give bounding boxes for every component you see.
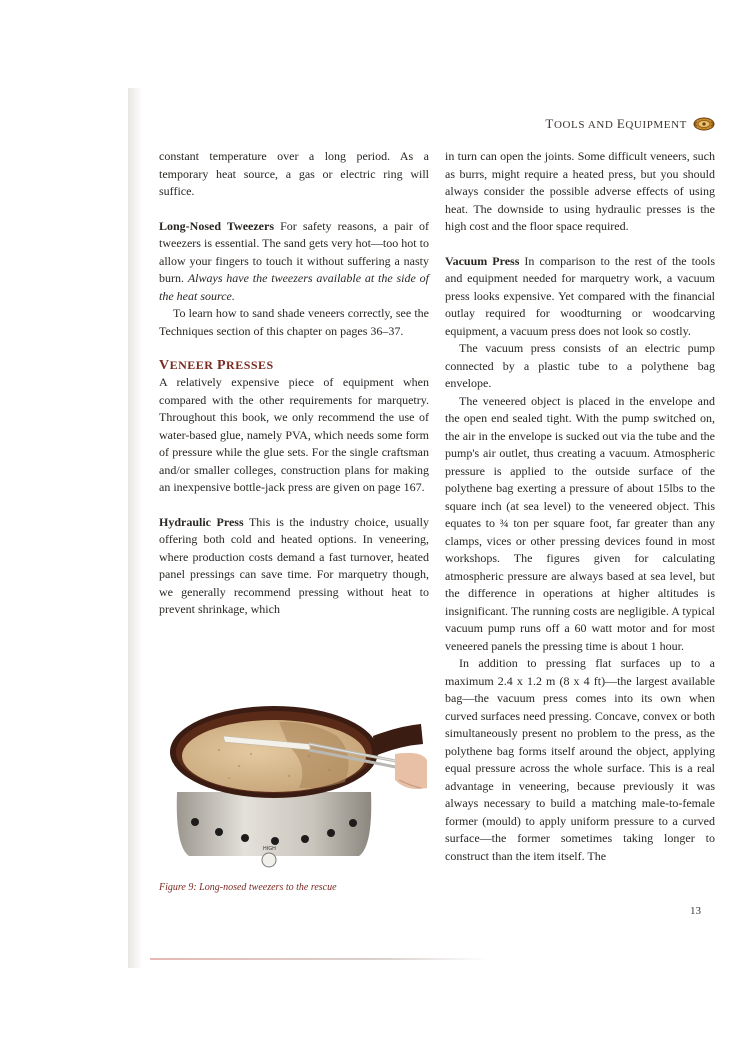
paragraph-curved-surfaces: In addition to pressing flat surfaces up to a maximum 2.4 x 1.2 m (8 x 4 ft)—the largest available bag—the vacuum press comes into its own when curved surfaces need pressing. Concave, convex or both simultaneously present no problem to the press, as the polythene bag forms itself around the object, applying equal pressure across the whole surface. This is a real advantage in veneering, because previously it was always necessary to build a matching male-to-female former (mould) to apply uniform pressure to a curved surface—the former sometimes taking longer to construct than the item itself. The (445, 656, 715, 863)
paragraph-vacuum-operation: The veneered object is placed in the envelope and the open end sealed tight. With the pump switched on, the air in the envelope is sucked out via the tube and the pump's air outlet, thus creating a vacuum. Atmospheric pressure is applied to the outside surface of the polythene bag exerting a pressure of about 15lbs to the square inch (at sea level) to the veneered object. This equates to ¾ ton per square foot, far greater than any clamps, vices or other pressing devices found in most workshops. The figures given for calculating atmospheric pressure are always based at sea level, but the difference in operations at higher altitudes is insignificant. The running costs are negligible. A typical vacuum pump runs off a 60 watt motor and for most veneered panels the pressing time is about 1 hour. (445, 393, 715, 653)
running-head-initial-t: T (545, 116, 554, 131)
paragraph-heat-source: constant temperature over a long period. As a temporary heat source, a gas or electric ring will suffice. (159, 149, 429, 198)
heading-part-2: RESSES (226, 358, 274, 372)
paragraph-veneer-presses-intro: A relatively expensive piece of equipment when compared with the other requirements for marquetry. Throughout this book, we only recommend the use of water-based glue, namely PVA, which needs some form of pressure while the glue sets. For the single craftsman and/or smaller colleges, construction plans for making an inexpensive bottle-jack press are given on page 167. (159, 375, 429, 494)
vacuum-text: In comparison to the rest of the tools and equipment needed for marquetry work, a vacuum press looks expensive. Yet compared with the financial outlay required for woodturning or woodcarving equipment, a vacuum press does not look so costly. (445, 253, 716, 338)
dial-label: HIGH (263, 846, 276, 852)
paragraph-sand-shading-reference: To learn how to sand shade veneers correctly, see the Techniques section of this chapter on pages 36–37. (159, 306, 429, 338)
tweezers-text: For safety reasons, a pair of tweezers is essential. The sand gets very hot—too hot to allow your fingers to touch it without suffering a nasty burn. (159, 218, 429, 285)
figure-tweezers-photo (159, 696, 427, 872)
rosette-ornament-icon (693, 117, 715, 131)
running-head-text (545, 116, 687, 132)
page-gutter-shadow (128, 88, 142, 968)
run-in-heading-tweezers: Long-Nosed Tweezers (159, 218, 274, 233)
page-number: 13 (690, 905, 701, 917)
paragraph-long-nosed-tweezers (159, 218, 429, 306)
paragraph-hydraulic-press (159, 514, 429, 619)
tweezers-photo-illustration (159, 696, 427, 872)
tweezers-italic-note: Always have the tweezers available at the side of the heat source. (159, 271, 429, 303)
paragraph-heated-press-continued: in turn can open the joints. Some difficult veneers, such as burrs, might require a heated press, but you should always consider the possible adverse effects of using heat. The downside to using hydraulic presses is the high cost and the floor space required. (445, 149, 715, 233)
heading-initial-v: V (159, 358, 170, 373)
right-column (445, 148, 715, 865)
section-heading-veneer-presses (159, 357, 429, 374)
running-head (545, 116, 715, 132)
paragraph-vacuum-components: The vacuum press consists of an electric pump connected by a plastic tube to a polythene bag envelope. (445, 341, 715, 390)
heading-part-1: ENEER (169, 358, 217, 372)
run-in-heading-vacuum: Vacuum Press (445, 253, 520, 268)
figure-caption: Figure 9: Long-nosed tweezers to the rescue (159, 882, 337, 893)
run-in-heading-hydraulic: Hydraulic Press (159, 514, 244, 529)
running-head-part-2: QUIPMENT (625, 119, 687, 131)
left-column (159, 148, 429, 619)
bottom-rule (150, 958, 488, 960)
running-head-initial-e: E (616, 116, 626, 131)
running-head-part-1: OOLS AND (553, 119, 617, 131)
heading-initial-p: P (216, 358, 227, 373)
hydraulic-text: This is the industry choice, usually offering both cold and heated options. In veneering, where production costs demand a fast turnover, heated panel pressings can save time. For marquetry though, we generally recommend pressing without heat to prevent shrinkage, which (159, 514, 430, 616)
paragraph-vacuum-press (445, 253, 715, 341)
